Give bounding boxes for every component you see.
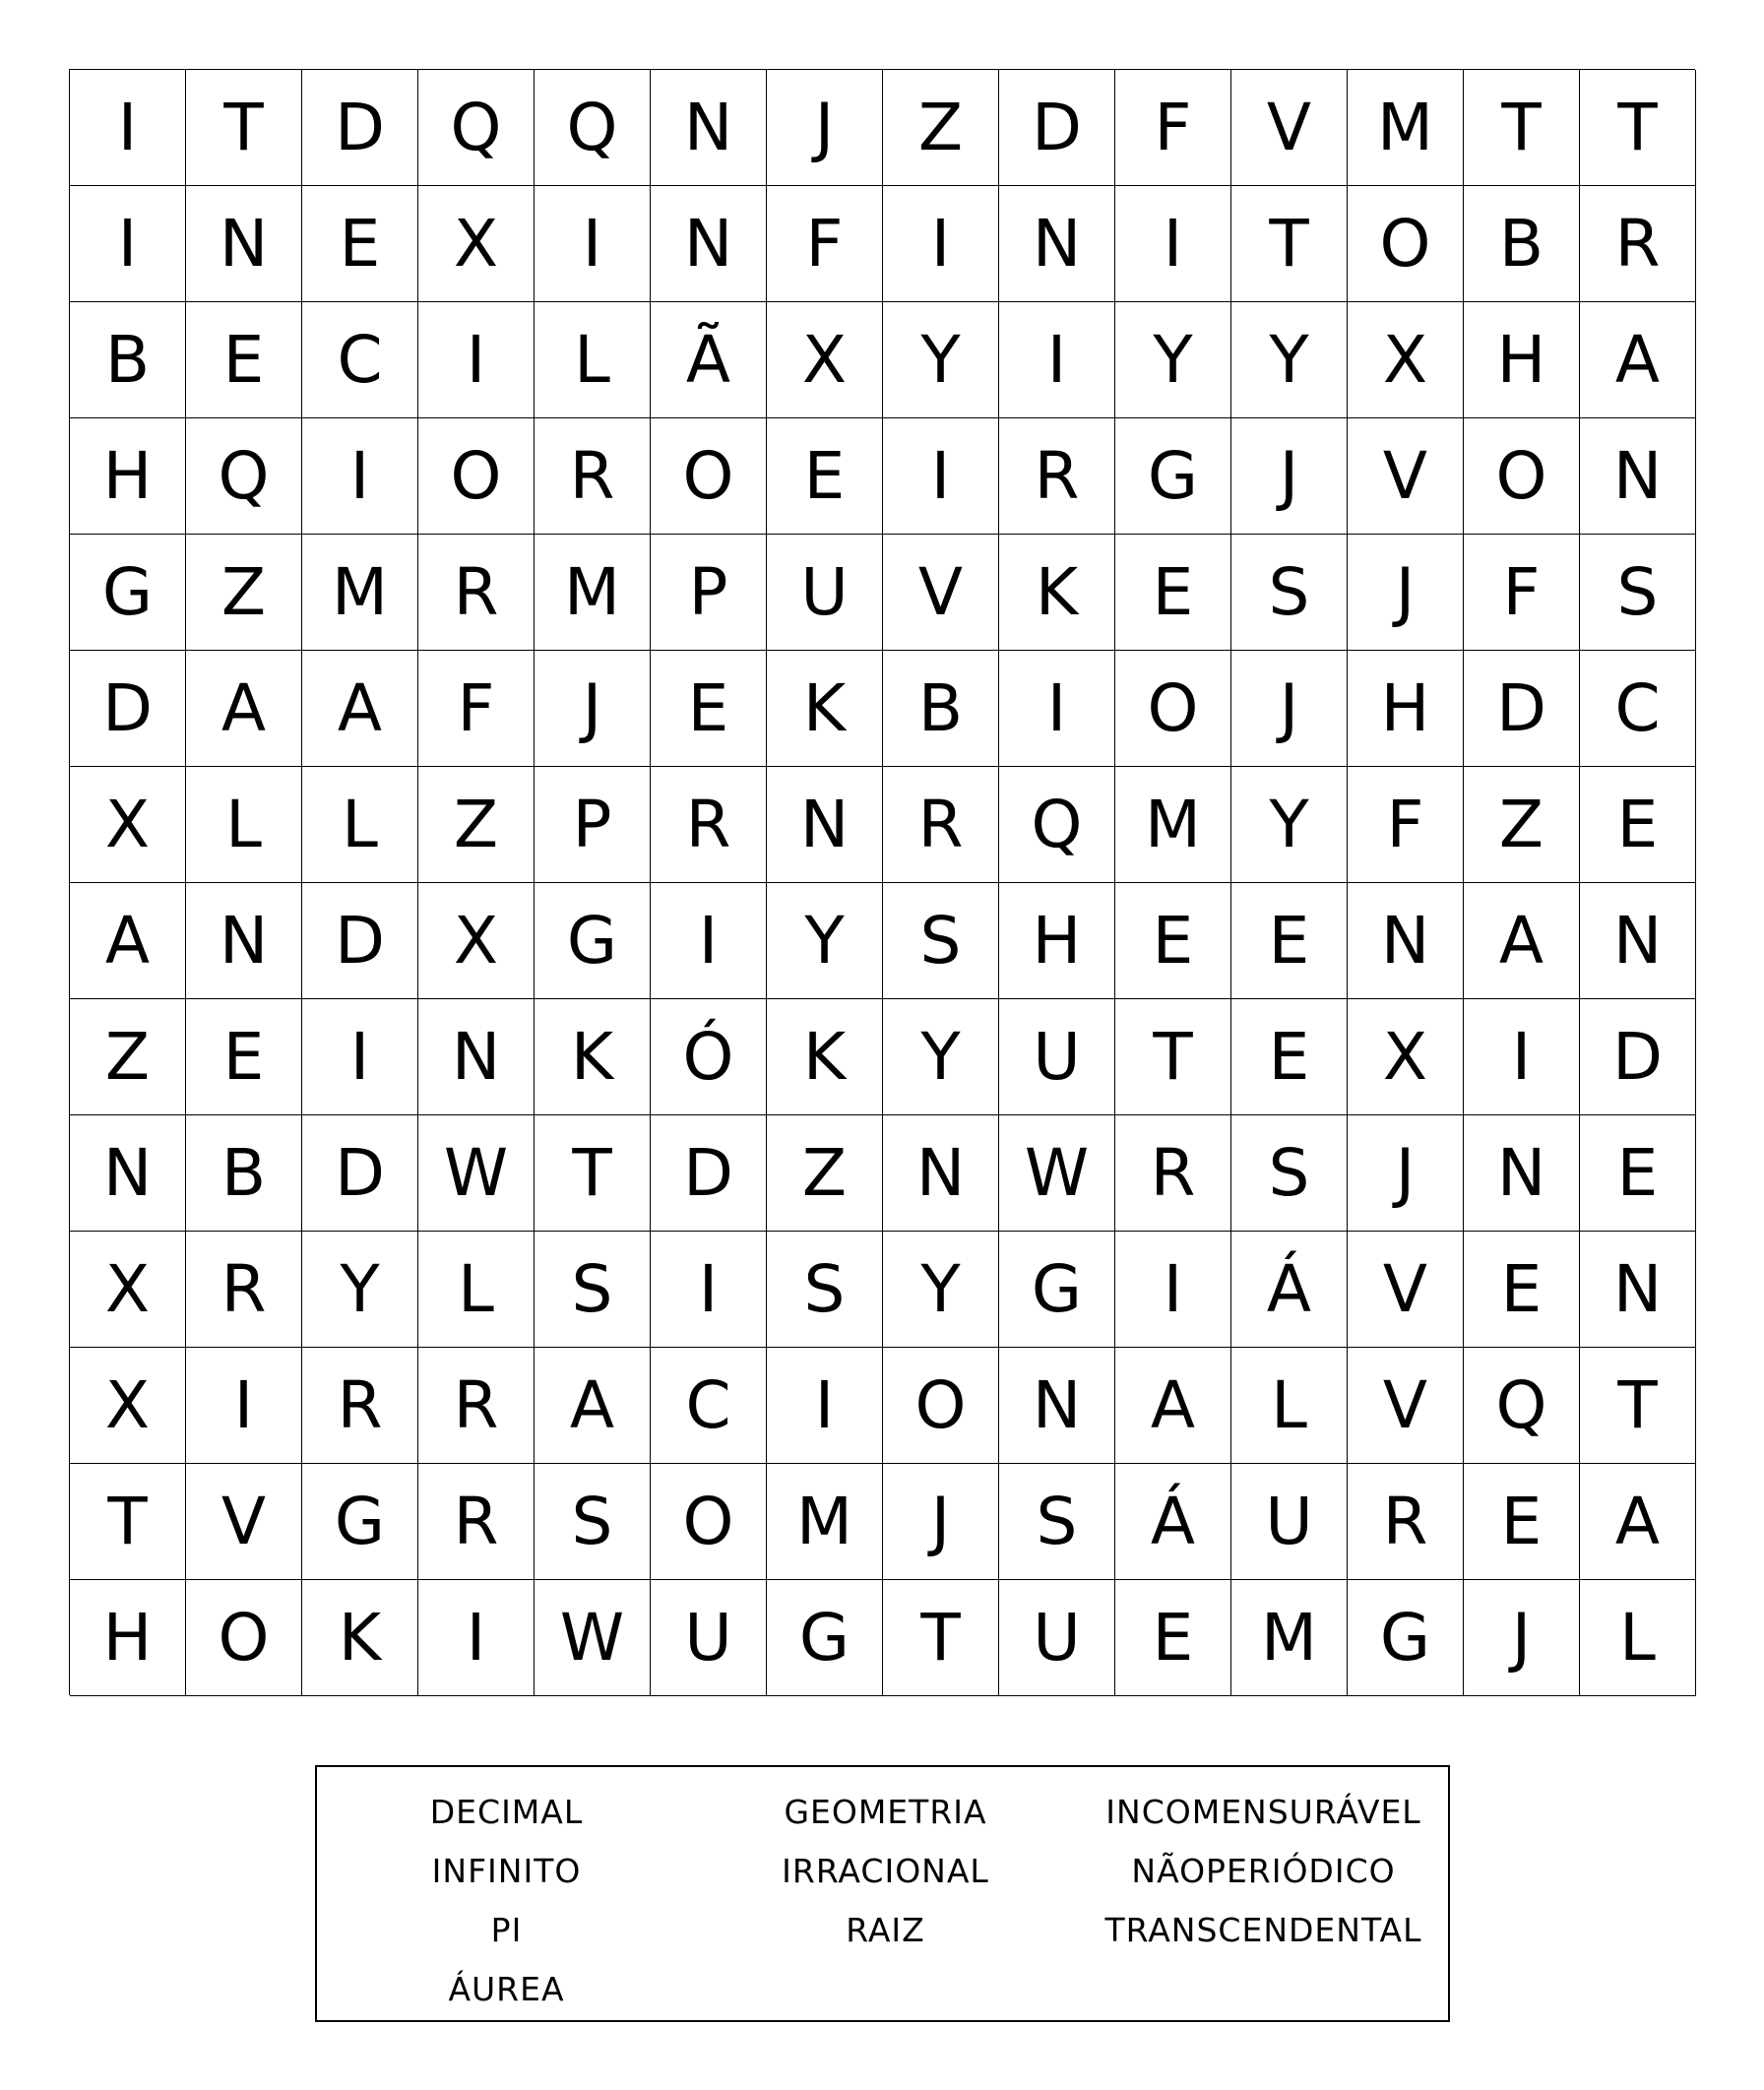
grid-cell[interactable]: O [883, 1348, 999, 1464]
grid-cell[interactable]: W [999, 1115, 1115, 1232]
grid-cell[interactable]: D [1464, 651, 1580, 767]
grid-cell[interactable]: Q [418, 70, 535, 186]
grid-cell[interactable]: I [883, 418, 999, 535]
grid-cell[interactable]: W [535, 1580, 651, 1696]
word-list-column [317, 1783, 696, 2020]
grid-cell[interactable]: E [651, 651, 767, 767]
grid-cell[interactable]: Y [883, 999, 999, 1115]
grid-cell[interactable]: N [767, 767, 883, 883]
grid-cell[interactable]: A [535, 1348, 651, 1464]
grid-cell[interactable]: J [1464, 1580, 1580, 1696]
grid-cell[interactable]: J [1348, 1115, 1464, 1232]
grid-cell[interactable]: B [1464, 186, 1580, 302]
grid-cell[interactable]: K [767, 651, 883, 767]
grid-cell[interactable]: W [418, 1115, 535, 1232]
grid-cell[interactable]: S [767, 1232, 883, 1348]
grid-cell[interactable]: I [883, 186, 999, 302]
grid-cell[interactable]: B [883, 651, 999, 767]
grid-cell[interactable]: R [1348, 1464, 1464, 1580]
grid-cell[interactable]: F [1348, 767, 1464, 883]
grid-cell[interactable]: N [1580, 418, 1696, 535]
grid-cell[interactable]: X [418, 883, 535, 999]
grid-cell[interactable]: Z [767, 1115, 883, 1232]
grid-cell[interactable]: N [1580, 1232, 1696, 1348]
grid-cell[interactable]: T [70, 1464, 186, 1580]
grid-cell[interactable]: N [999, 186, 1115, 302]
grid-cell[interactable]: O [1115, 651, 1231, 767]
grid-cell[interactable]: E [1464, 1232, 1580, 1348]
grid-cell[interactable]: Y [302, 1232, 418, 1348]
grid-cell[interactable]: E [186, 999, 302, 1115]
grid-cell[interactable]: I [535, 186, 651, 302]
grid-cell[interactable]: R [418, 1348, 535, 1464]
grid-cell[interactable]: A [1464, 883, 1580, 999]
grid-cell[interactable]: S [1231, 1115, 1348, 1232]
grid-cell[interactable]: Á [1231, 1232, 1348, 1348]
word-list-column [1075, 1783, 1452, 2020]
word-list-item: GEOMETRIA [784, 1793, 987, 1831]
grid-cell[interactable]: I [767, 1348, 883, 1464]
grid-cell[interactable]: E [1231, 883, 1348, 999]
grid-cell[interactable]: X [1348, 999, 1464, 1115]
grid-cell[interactable]: N [1580, 883, 1696, 999]
grid-cell[interactable]: A [1115, 1348, 1231, 1464]
grid-cell[interactable]: E [1464, 1464, 1580, 1580]
word-search-grid [69, 69, 1695, 1695]
grid-cell[interactable]: J [1231, 651, 1348, 767]
grid-cell[interactable]: H [999, 883, 1115, 999]
grid-cell[interactable]: H [70, 1580, 186, 1696]
grid-cell[interactable]: U [1231, 1464, 1348, 1580]
grid-cell[interactable]: R [651, 767, 767, 883]
grid-cell[interactable]: Y [1231, 302, 1348, 418]
grid-cell[interactable]: Y [767, 883, 883, 999]
grid-cell[interactable]: E [1115, 883, 1231, 999]
grid-cell[interactable]: O [1348, 186, 1464, 302]
grid-cell[interactable]: A [70, 883, 186, 999]
grid-cell[interactable]: X [418, 186, 535, 302]
grid-cell[interactable]: M [767, 1464, 883, 1580]
grid-cell[interactable]: T [1580, 1348, 1696, 1464]
grid-cell[interactable]: I [651, 1232, 767, 1348]
grid-cell[interactable]: Z [186, 535, 302, 651]
grid-cell[interactable]: S [1580, 535, 1696, 651]
grid-cell[interactable]: Ó [651, 999, 767, 1115]
grid-cell[interactable]: Z [418, 767, 535, 883]
grid-cell[interactable]: T [186, 70, 302, 186]
grid-cell[interactable]: G [302, 1464, 418, 1580]
grid-cell[interactable]: R [1115, 1115, 1231, 1232]
grid-cell[interactable]: L [186, 767, 302, 883]
word-list-item: RAIZ [846, 1911, 925, 1949]
grid-cell[interactable]: J [767, 70, 883, 186]
grid-cell[interactable]: I [999, 651, 1115, 767]
grid-cell[interactable]: A [1580, 1464, 1696, 1580]
word-list-item: INCOMENSURÁVEL [1105, 1793, 1421, 1831]
grid-cell[interactable]: N [186, 883, 302, 999]
grid-cell[interactable]: U [767, 535, 883, 651]
grid-cell[interactable]: K [535, 999, 651, 1115]
grid-cell[interactable]: F [418, 651, 535, 767]
grid-cell[interactable]: L [1231, 1348, 1348, 1464]
grid-cell[interactable]: N [651, 70, 767, 186]
grid-cell[interactable]: T [1231, 186, 1348, 302]
word-list-item: ÁUREA [448, 1970, 565, 2008]
grid-cell[interactable]: C [651, 1348, 767, 1464]
grid-cell[interactable]: V [186, 1464, 302, 1580]
grid-cell[interactable]: Q [186, 418, 302, 535]
word-list-item: NÃOPERIÓDICO [1131, 1852, 1396, 1890]
grid-cell[interactable]: U [999, 999, 1115, 1115]
grid-cell[interactable]: I [1115, 186, 1231, 302]
grid-cell[interactable]: Y [883, 302, 999, 418]
grid-cell[interactable]: X [70, 1348, 186, 1464]
grid-cell[interactable]: H [1348, 651, 1464, 767]
grid-cell[interactable]: D [999, 70, 1115, 186]
grid-cell[interactable]: D [302, 1115, 418, 1232]
grid-cell[interactable]: Á [1115, 1464, 1231, 1580]
grid-cell[interactable]: J [1231, 418, 1348, 535]
grid-cell[interactable]: M [1115, 767, 1231, 883]
grid-cell[interactable]: K [767, 999, 883, 1115]
grid-cell[interactable]: R [883, 767, 999, 883]
grid-cell[interactable]: Q [999, 767, 1115, 883]
word-list-item: PI [490, 1911, 523, 1949]
grid-cell[interactable]: R [535, 418, 651, 535]
grid-cell[interactable]: Z [883, 70, 999, 186]
grid-cell[interactable]: E [1231, 999, 1348, 1115]
grid-cell[interactable]: P [535, 767, 651, 883]
grid-cell[interactable]: S [535, 1464, 651, 1580]
grid-cell[interactable]: N [70, 1115, 186, 1232]
grid-cell[interactable]: Y [1231, 767, 1348, 883]
grid-cell[interactable]: M [1231, 1580, 1348, 1696]
grid-cell[interactable]: N [186, 186, 302, 302]
grid-cell[interactable]: S [535, 1232, 651, 1348]
grid-cell[interactable]: I [70, 186, 186, 302]
word-list-item: TRANSCENDENTAL [1104, 1911, 1422, 1949]
grid-cell[interactable]: P [651, 535, 767, 651]
grid-cell[interactable]: X [767, 302, 883, 418]
grid-cell[interactable]: N [999, 1348, 1115, 1464]
grid-cell[interactable]: E [1115, 1580, 1231, 1696]
grid-cell[interactable]: O [1464, 418, 1580, 535]
grid-cell[interactable]: G [999, 1232, 1115, 1348]
grid-cell[interactable]: I [418, 1580, 535, 1696]
grid-cell[interactable]: E [1580, 767, 1696, 883]
grid-cell[interactable]: V [883, 535, 999, 651]
grid-cell[interactable]: G [1115, 418, 1231, 535]
grid-cell[interactable]: I [302, 418, 418, 535]
word-list-box [315, 1765, 1450, 2022]
grid-cell[interactable]: I [70, 70, 186, 186]
grid-cell[interactable]: U [999, 1580, 1115, 1696]
grid-cell[interactable]: I [1115, 1232, 1231, 1348]
grid-cell[interactable]: L [1580, 1580, 1696, 1696]
grid-cell[interactable]: O [186, 1580, 302, 1696]
grid-cell[interactable]: J [535, 651, 651, 767]
grid-cell[interactable]: N [1348, 883, 1464, 999]
grid-cell[interactable]: U [651, 1580, 767, 1696]
grid-cell[interactable]: N [651, 186, 767, 302]
grid-cell[interactable]: E [186, 302, 302, 418]
grid-cell[interactable]: M [1348, 70, 1464, 186]
grid-cell[interactable]: T [535, 1115, 651, 1232]
grid-cell[interactable]: T [1115, 999, 1231, 1115]
grid-cell[interactable]: J [883, 1464, 999, 1580]
grid-cell[interactable]: I [302, 999, 418, 1115]
grid-cell[interactable]: E [767, 418, 883, 535]
grid-cell[interactable]: I [999, 302, 1115, 418]
grid-cell[interactable]: T [1464, 70, 1580, 186]
grid-cell[interactable]: Y [883, 1232, 999, 1348]
grid-cell[interactable]: S [883, 883, 999, 999]
grid-cell[interactable]: V [1348, 418, 1464, 535]
grid-cell[interactable]: F [767, 186, 883, 302]
grid-cell[interactable]: D [651, 1115, 767, 1232]
grid-cell[interactable]: G [767, 1580, 883, 1696]
grid-cell[interactable]: D [1580, 999, 1696, 1115]
grid-cell[interactable]: I [186, 1348, 302, 1464]
grid-cell[interactable]: S [999, 1464, 1115, 1580]
grid-cell[interactable]: M [535, 535, 651, 651]
grid-cell[interactable]: I [651, 883, 767, 999]
grid-cell[interactable]: G [1348, 1580, 1464, 1696]
grid-cell[interactable]: L [302, 767, 418, 883]
grid-cell[interactable]: E [302, 186, 418, 302]
grid-cell[interactable]: Z [70, 999, 186, 1115]
grid-cell[interactable]: Q [535, 70, 651, 186]
grid-cell[interactable]: J [1348, 535, 1464, 651]
grid-cell[interactable]: X [70, 767, 186, 883]
grid-cell[interactable]: R [418, 535, 535, 651]
grid-cell[interactable]: C [302, 302, 418, 418]
grid-cell[interactable]: G [70, 535, 186, 651]
grid-cell[interactable]: C [1580, 651, 1696, 767]
grid-cell[interactable]: Q [1464, 1348, 1580, 1464]
grid-cell[interactable]: N [883, 1115, 999, 1232]
grid-cell[interactable]: F [1464, 535, 1580, 651]
grid-cell[interactable]: H [1464, 302, 1580, 418]
grid-cell[interactable]: E [1580, 1115, 1696, 1232]
grid-cell[interactable]: H [70, 418, 186, 535]
grid-cell[interactable]: T [883, 1580, 999, 1696]
grid-cell[interactable]: Ã [651, 302, 767, 418]
word-list-item: INFINITO [431, 1852, 582, 1890]
grid-cell[interactable]: R [186, 1232, 302, 1348]
grid-cell[interactable]: E [1115, 535, 1231, 651]
grid-cell[interactable]: L [535, 302, 651, 418]
grid-cell[interactable]: V [1348, 1348, 1464, 1464]
grid-cell[interactable]: D [302, 70, 418, 186]
grid-cell[interactable]: B [70, 302, 186, 418]
grid-cell[interactable]: X [70, 1232, 186, 1348]
grid-cell[interactable]: R [1580, 186, 1696, 302]
grid-cell[interactable]: O [418, 418, 535, 535]
grid-cell[interactable]: Z [1464, 767, 1580, 883]
grid-cell[interactable]: D [70, 651, 186, 767]
word-list-item: IRRACIONAL [782, 1852, 989, 1890]
grid-cell[interactable]: X [1348, 302, 1464, 418]
grid-cell[interactable]: Y [1115, 302, 1231, 418]
grid-cell[interactable]: T [1580, 70, 1696, 186]
grid-cell[interactable]: G [535, 883, 651, 999]
grid-cell[interactable]: N [1464, 1115, 1580, 1232]
grid-cell[interactable]: R [418, 1464, 535, 1580]
word-list-column [696, 1783, 1075, 2020]
grid-cell[interactable]: V [1348, 1232, 1464, 1348]
grid-cell[interactable]: V [1231, 70, 1348, 186]
grid-cell[interactable]: N [418, 999, 535, 1115]
grid-cell[interactable]: D [302, 883, 418, 999]
grid-cell[interactable]: L [418, 1232, 535, 1348]
grid-cell[interactable]: R [999, 418, 1115, 535]
grid-cell[interactable]: S [1231, 535, 1348, 651]
grid-cell[interactable]: O [651, 1464, 767, 1580]
grid-cell[interactable]: A [302, 651, 418, 767]
grid-cell[interactable]: R [302, 1348, 418, 1464]
grid-cell[interactable]: O [651, 418, 767, 535]
grid-cell[interactable]: K [999, 535, 1115, 651]
grid-cell[interactable]: B [186, 1115, 302, 1232]
grid-cell[interactable]: A [1580, 302, 1696, 418]
word-list-item: DECIMAL [429, 1793, 584, 1831]
grid-cell[interactable]: I [1464, 999, 1580, 1115]
grid-cell[interactable]: F [1115, 70, 1231, 186]
grid-cell[interactable]: M [302, 535, 418, 651]
grid-cell[interactable]: A [186, 651, 302, 767]
grid-cell[interactable]: K [302, 1580, 418, 1696]
grid-cell[interactable]: I [418, 302, 535, 418]
